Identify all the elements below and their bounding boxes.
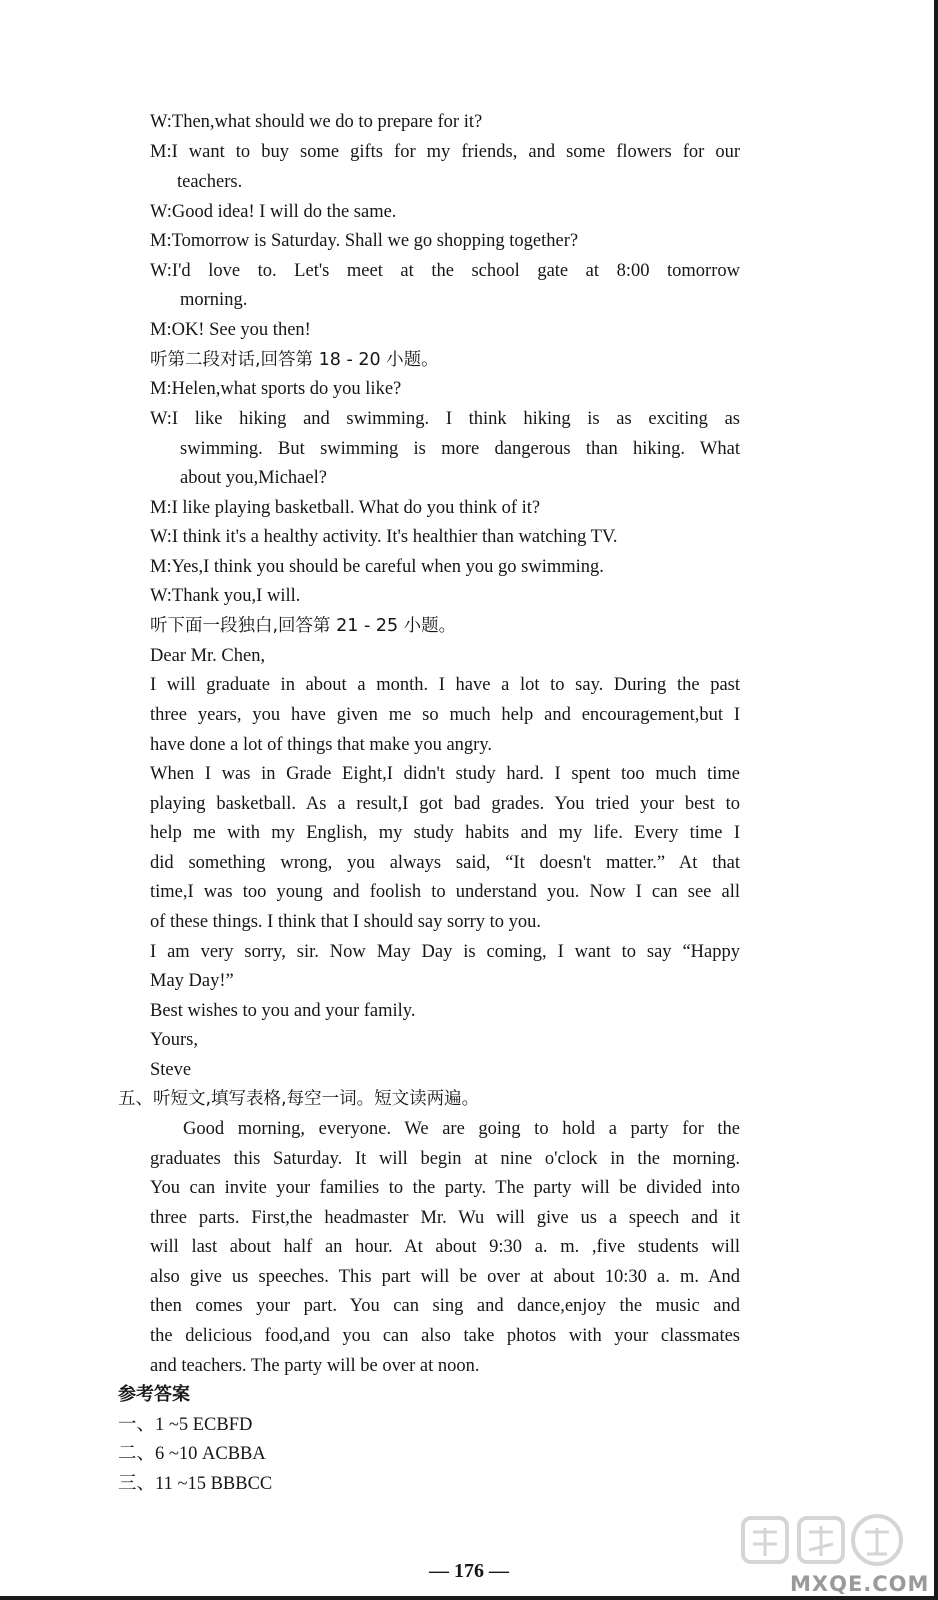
dialog-line: W:I like hiking and swimming. I think hiking is as exciting as: [150, 409, 740, 429]
passage-line: also give us speeches. This part will be over at about 10:30 a. m. And: [150, 1267, 740, 1287]
letter-line: Best wishes to you and your family.: [150, 1001, 416, 1021]
letter-line: have done a lot of things that make you angry.: [150, 735, 492, 755]
letter-line: playing basketball. As a result,I got bad grades. You tried your best to: [150, 794, 740, 814]
dialog-line: W:Good idea! I will do the same.: [150, 202, 397, 222]
page-number: — 176 —: [429, 1560, 509, 1582]
dialog-line: W:I'd love to. Let's meet at the school gate at 8:00 tomorrow: [150, 261, 740, 281]
answer-key-heading: 参考答案: [118, 1384, 190, 1405]
answer-row: 一、1 ~5 ECBFD: [118, 1415, 253, 1435]
passage-line: Good morning, everyone. We are going to hold a party for the: [183, 1119, 740, 1139]
letter-signature: Steve: [150, 1060, 192, 1080]
passage-line: the delicious food,and you can also take photos with your classmates: [150, 1326, 740, 1346]
passage-line: three parts. First,the headmaster Mr. Wu will give us a speech and it: [150, 1208, 740, 1228]
dialog-line: M:I like playing basketball. What do you think of it?: [150, 498, 541, 518]
dialog-line: M:OK! See you then!: [150, 320, 311, 340]
letter-line: three years, you have given me so much help and encouragement,but I: [150, 705, 740, 725]
dialog-line: M:Tomorrow is Saturday. Shall we go shopping together?: [150, 231, 579, 251]
letter-line: time,I was too young and foolish to understand you. Now I can see all: [150, 882, 740, 902]
dialog-line-cont: swimming. But swimming is more dangerous than hiking. What: [180, 439, 740, 459]
letter-greeting: Dear Mr. Chen,: [150, 646, 266, 666]
letter-closing: Yours,: [150, 1030, 198, 1050]
dialog-line: M:Helen,what sports do you like?: [150, 379, 402, 399]
letter-line: I am very sorry, sir. Now May Day is coming, I want to say “Happy: [150, 942, 740, 962]
passage-line: You can invite your families to the party. The party will be divided into: [150, 1178, 740, 1198]
passage-line: then comes your part. You can sing and dance,enjoy the music and: [150, 1296, 740, 1316]
watermark-text: MXQE.COM: [790, 1572, 930, 1596]
dialog-line: W:Then,what should we do to prepare for it?: [150, 112, 483, 132]
passage-line: and teachers. The party will be over at noon.: [150, 1356, 480, 1376]
section-instruction: 听第二段对话,回答第 18 - 20 小题。: [150, 350, 439, 370]
letter-line: of these things. I think that I should say sorry to you.: [150, 912, 542, 932]
dialog-line: M:I want to buy some gifts for my friends, and some flowers for our: [150, 142, 740, 162]
letter-line: I will graduate in about a month. I have a lot to say. During the past: [150, 675, 740, 695]
dialog-line: W:Thank you,I will.: [150, 586, 301, 606]
section-heading: 五、听短文,填写表格,每空一词。短文读两遍。: [118, 1089, 480, 1109]
dialog-line: W:I think it's a healthy activity. It's healthier than watching TV.: [150, 527, 618, 547]
dialog-line: M:Yes,I think you should be careful when you go swimming.: [150, 557, 604, 577]
dialog-line-cont: teachers.: [177, 172, 243, 192]
section-instruction: 听下面一段独白,回答第 21 - 25 小题。: [150, 616, 457, 636]
letter-line: did something wrong, you always said, “It doesn't matter.” At that: [150, 853, 740, 873]
answer-row: 二、6 ~10 ACBBA: [118, 1444, 266, 1464]
dialog-line-cont: about you,Michael?: [180, 468, 327, 488]
passage-line: will last about half an hour. At about 9:30 a. m. ,five students will: [150, 1237, 740, 1257]
letter-line: May Day!”: [150, 971, 234, 991]
letter-line: help me with my English, my study habits and my life. Every time I: [150, 823, 740, 843]
passage-line: graduates this Saturday. It will begin at nine o'clock in the morning.: [150, 1149, 740, 1169]
dialog-line-cont: morning.: [180, 290, 248, 310]
letter-line: When I was in Grade Eight,I didn't study hard. I spent too much time: [150, 764, 740, 784]
answer-row: 三、11 ~15 BBBCC: [118, 1474, 273, 1494]
